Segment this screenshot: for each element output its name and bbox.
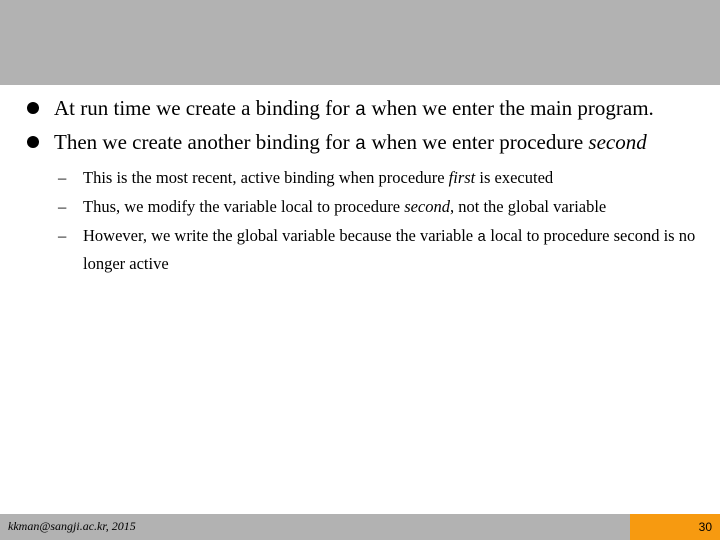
sub-3-text-2: local to procedure second is no longer active [83, 226, 696, 273]
sub-2-text-2: , not the global variable [450, 197, 607, 216]
bullet-dot-icon [27, 102, 39, 114]
sub-bullet-item-3 [58, 223, 696, 277]
bullet-dot-icon [27, 136, 39, 148]
sub-1-em-first: first [448, 168, 476, 187]
bullet-2-em-second: second [588, 130, 647, 154]
sub-2-text-1: Thus, we modify the variable local to procedure [83, 197, 405, 216]
footer-left-band [0, 514, 630, 540]
bullet-2-text-2: when we enter procedure [366, 130, 589, 154]
slide-header-band [0, 0, 720, 85]
sub-bullet-dash: – [58, 226, 67, 245]
sub-2-em-second: second [404, 197, 451, 216]
bullet-1-text-1: At run time we create a binding for [54, 96, 355, 120]
bullet-item-2 [26, 129, 696, 157]
sub-3-code-a: a [477, 229, 487, 246]
sub-bullet-item-1 [58, 165, 696, 191]
bullet-item-1 [26, 95, 696, 123]
sub-1-text-1: This is the most recent, active binding when procedure [83, 168, 449, 187]
bullet-1-text-2: when we enter the main program. [366, 96, 654, 120]
footer-page-band [630, 514, 720, 540]
bullet-2-code-a: a [354, 133, 367, 155]
footer-author-text: kkman@sangji.ac.kr, 2015 [8, 519, 136, 533]
sub-bullet-dash: – [58, 168, 67, 187]
sub-bullet-list [26, 165, 696, 277]
bullet-2-text-1: Then we create another binding for [54, 130, 355, 154]
sub-1-text-2: is executed [475, 168, 554, 187]
bullet-1-code-a: a [354, 99, 367, 121]
sub-bullet-dash: – [58, 197, 67, 216]
slide-content [26, 95, 696, 280]
page-number: 30 [698, 520, 712, 534]
sub-3-text-1: However, we write the global variable because the variable [83, 226, 478, 245]
sub-bullet-item-2 [58, 194, 696, 220]
